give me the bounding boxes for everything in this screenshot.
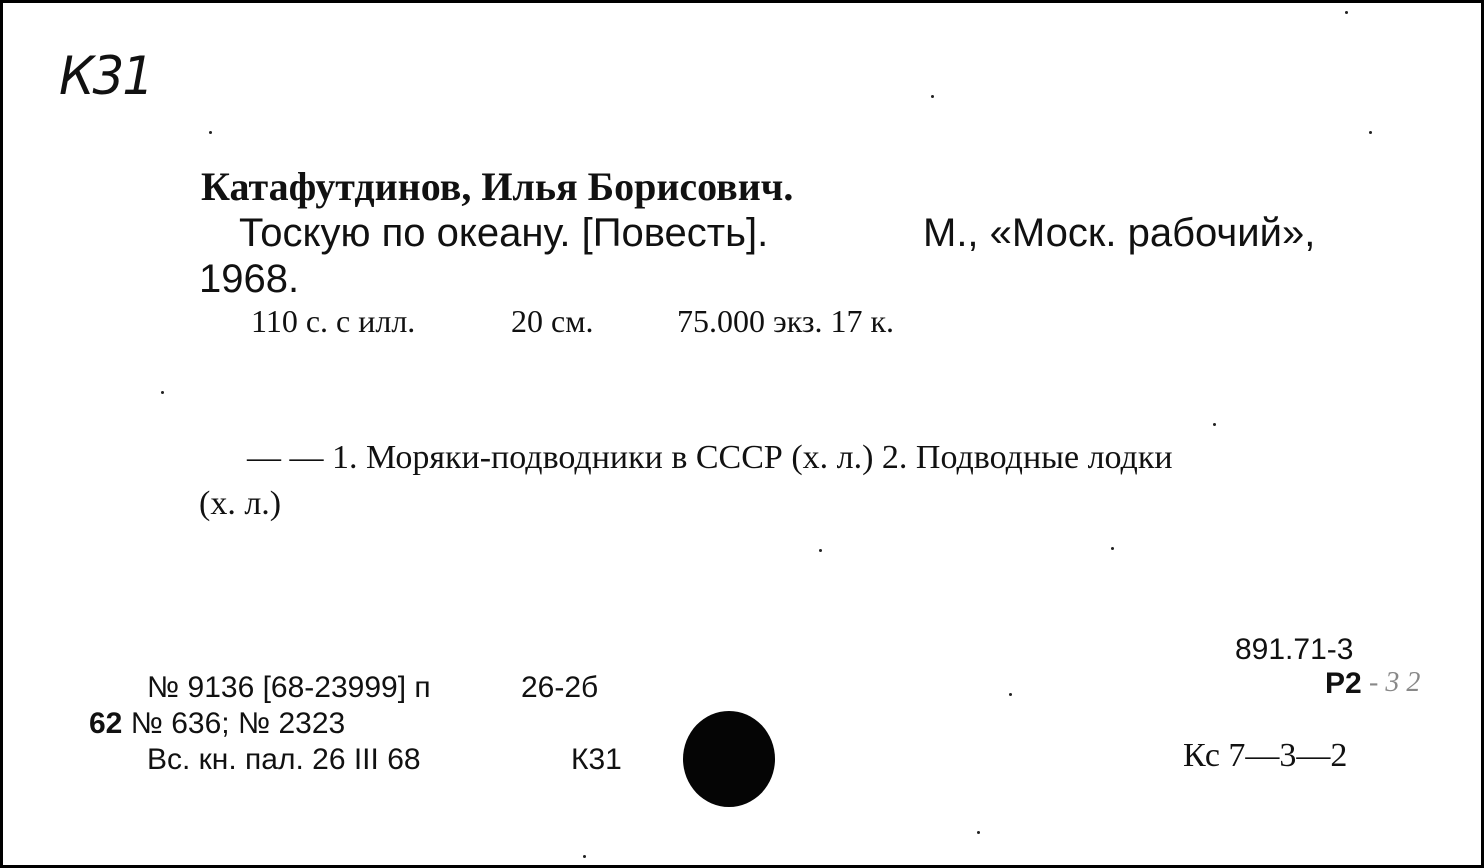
pagination: 110 с. с илл. bbox=[251, 303, 416, 339]
card-punch-hole bbox=[683, 711, 775, 807]
order-prefix: 62 bbox=[89, 707, 123, 740]
speck bbox=[1213, 423, 1216, 426]
order-numbers-text: № 636; № 2323 bbox=[130, 707, 346, 740]
classification-code: 891.71-3 bbox=[1235, 633, 1354, 666]
author-heading: Катафутдинов, Илья Борисович. bbox=[201, 164, 794, 209]
speck bbox=[209, 131, 212, 134]
book-chamber-entry: Вс. кн. пал. 26 III 68 bbox=[147, 743, 421, 776]
speck bbox=[1345, 11, 1348, 14]
handwritten-call-mark: К31 bbox=[59, 45, 153, 107]
cutter-number: Кс 7—3—2 bbox=[1183, 737, 1348, 774]
publication-year: 1968. bbox=[199, 257, 300, 301]
registration-number: № 9136 [68-23999] п bbox=[147, 671, 431, 704]
dimensions: 20 см. bbox=[511, 303, 594, 339]
speck bbox=[1111, 547, 1114, 550]
title-statement: Тоскую по океану. [Повесть]. bbox=[239, 211, 769, 255]
order-numbers bbox=[89, 707, 345, 741]
print-run-price: 75.000 экз. 17 к. bbox=[677, 303, 895, 339]
speck bbox=[583, 855, 586, 858]
book-chamber-mark: К31 bbox=[571, 743, 622, 776]
subject-headings: — — 1. Моряки-подводники в СССР (х. л.) 2. Подводные лодки bbox=[247, 439, 1173, 476]
classification-shelf: Р2 bbox=[1325, 667, 1362, 700]
speck bbox=[931, 95, 934, 98]
registration-code: 26-2б bbox=[521, 671, 599, 704]
speck bbox=[1009, 693, 1012, 696]
classification-handwritten: - 3 2 bbox=[1369, 667, 1421, 698]
subject-headings-cont: (х. л.) bbox=[199, 485, 282, 522]
speck bbox=[819, 549, 822, 552]
speck bbox=[977, 831, 980, 834]
speck bbox=[1369, 131, 1372, 134]
publisher: М., «Моск. рабочий», bbox=[923, 211, 1316, 255]
speck bbox=[161, 391, 164, 394]
